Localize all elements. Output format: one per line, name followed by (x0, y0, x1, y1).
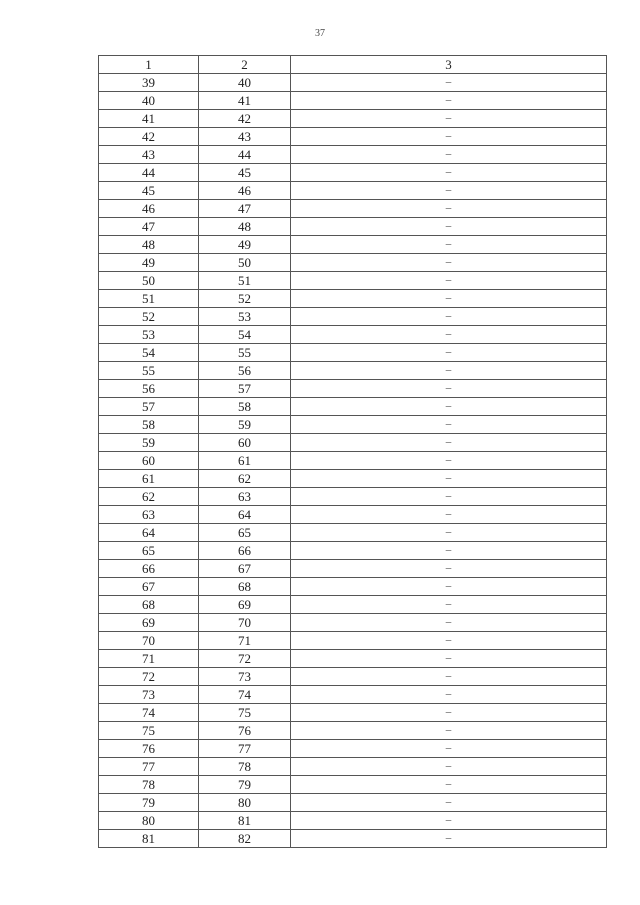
table-cell-col-2: 82 (199, 830, 291, 848)
table-cell-col-3: – (291, 830, 607, 848)
table-row (99, 542, 607, 560)
table-row (99, 218, 607, 236)
table-cell-col-3: – (291, 182, 607, 200)
table-cell-col-1: 73 (99, 686, 199, 704)
table-cell-col-2: 50 (199, 254, 291, 272)
table-row (99, 200, 607, 218)
table-cell-col-1: 79 (99, 794, 199, 812)
table-cell-col-1: 62 (99, 488, 199, 506)
table-body (99, 74, 607, 848)
table-cell-col-1: 40 (99, 92, 199, 110)
table-cell-col-3: – (291, 380, 607, 398)
table-cell-col-1: 80 (99, 812, 199, 830)
table-cell-col-3: – (291, 794, 607, 812)
column-header-1: 1 (99, 56, 199, 74)
table-cell-col-1: 71 (99, 650, 199, 668)
table-cell-col-2: 80 (199, 794, 291, 812)
table-row (99, 146, 607, 164)
table-row (99, 362, 607, 380)
table-cell-col-1: 50 (99, 272, 199, 290)
table-cell-col-1: 68 (99, 596, 199, 614)
table-cell-col-2: 66 (199, 542, 291, 560)
table-row (99, 74, 607, 92)
table-row (99, 380, 607, 398)
table-row (99, 632, 607, 650)
table-cell-col-3: – (291, 308, 607, 326)
table-cell-col-2: 43 (199, 128, 291, 146)
table-cell-col-2: 48 (199, 218, 291, 236)
table-row (99, 668, 607, 686)
table-cell-col-1: 66 (99, 560, 199, 578)
table-cell-col-1: 64 (99, 524, 199, 542)
table-cell-col-1: 39 (99, 74, 199, 92)
table-cell-col-2: 61 (199, 452, 291, 470)
table-cell-col-1: 45 (99, 182, 199, 200)
table-cell-col-3: – (291, 362, 607, 380)
table-cell-col-3: – (291, 74, 607, 92)
table-cell-col-2: 67 (199, 560, 291, 578)
table-cell-col-2: 79 (199, 776, 291, 794)
table-row (99, 740, 607, 758)
table-cell-col-2: 52 (199, 290, 291, 308)
table-cell-col-1: 48 (99, 236, 199, 254)
table-row (99, 236, 607, 254)
table-cell-col-3: – (291, 524, 607, 542)
table-cell-col-2: 68 (199, 578, 291, 596)
table-cell-col-1: 59 (99, 434, 199, 452)
table-row (99, 344, 607, 362)
table-cell-col-1: 52 (99, 308, 199, 326)
table-row (99, 704, 607, 722)
table-cell-col-3: – (291, 434, 607, 452)
table-cell-col-3: – (291, 632, 607, 650)
table-cell-col-2: 54 (199, 326, 291, 344)
table-cell-col-2: 81 (199, 812, 291, 830)
table-cell-col-1: 65 (99, 542, 199, 560)
table-row (99, 506, 607, 524)
table-cell-col-2: 59 (199, 416, 291, 434)
table-cell-col-3: – (291, 416, 607, 434)
column-header-3: 3 (291, 56, 607, 74)
table-cell-col-2: 74 (199, 686, 291, 704)
table-cell-col-2: 64 (199, 506, 291, 524)
table-cell-col-3: – (291, 326, 607, 344)
table-cell-col-1: 81 (99, 830, 199, 848)
table-cell-col-2: 72 (199, 650, 291, 668)
table-cell-col-3: – (291, 164, 607, 182)
table-row (99, 578, 607, 596)
table-row (99, 272, 607, 290)
table-row (99, 614, 607, 632)
table-cell-col-1: 49 (99, 254, 199, 272)
table-row (99, 434, 607, 452)
data-table (98, 55, 607, 848)
table-cell-col-1: 41 (99, 110, 199, 128)
table-cell-col-3: – (291, 686, 607, 704)
table-cell-col-2: 65 (199, 524, 291, 542)
table-row (99, 650, 607, 668)
table-cell-col-3: – (291, 704, 607, 722)
table-cell-col-1: 77 (99, 758, 199, 776)
table-cell-col-3: – (291, 488, 607, 506)
table-cell-col-3: – (291, 560, 607, 578)
table-row (99, 794, 607, 812)
table-row (99, 722, 607, 740)
table-cell-col-2: 75 (199, 704, 291, 722)
table-cell-col-1: 61 (99, 470, 199, 488)
table-row (99, 560, 607, 578)
table-row (99, 524, 607, 542)
table-cell-col-2: 58 (199, 398, 291, 416)
table-cell-col-2: 69 (199, 596, 291, 614)
table-cell-col-3: – (291, 110, 607, 128)
table-cell-col-2: 73 (199, 668, 291, 686)
table-cell-col-2: 47 (199, 200, 291, 218)
table-row (99, 596, 607, 614)
table-row (99, 308, 607, 326)
table-cell-col-1: 43 (99, 146, 199, 164)
table-cell-col-3: – (291, 668, 607, 686)
table-row (99, 290, 607, 308)
table-cell-col-1: 76 (99, 740, 199, 758)
table-cell-col-3: – (291, 506, 607, 524)
table-cell-col-3: – (291, 200, 607, 218)
table-cell-col-1: 55 (99, 362, 199, 380)
table-cell-col-2: 70 (199, 614, 291, 632)
table-cell-col-3: – (291, 128, 607, 146)
table-cell-col-3: – (291, 740, 607, 758)
table-cell-col-2: 57 (199, 380, 291, 398)
table-cell-col-3: – (291, 92, 607, 110)
table-cell-col-2: 51 (199, 272, 291, 290)
table-row (99, 182, 607, 200)
page-number: 37 (315, 28, 325, 39)
table-cell-col-3: – (291, 614, 607, 632)
table-cell-col-2: 40 (199, 74, 291, 92)
table-cell-col-3: – (291, 596, 607, 614)
table-cell-col-1: 46 (99, 200, 199, 218)
table-cell-col-3: – (291, 470, 607, 488)
table-cell-col-1: 75 (99, 722, 199, 740)
table-cell-col-1: 74 (99, 704, 199, 722)
table-cell-col-2: 44 (199, 146, 291, 164)
column-header-2: 2 (199, 56, 291, 74)
table-cell-col-1: 57 (99, 398, 199, 416)
table-row (99, 452, 607, 470)
table-cell-col-3: – (291, 542, 607, 560)
table-cell-col-1: 70 (99, 632, 199, 650)
table-cell-col-1: 54 (99, 344, 199, 362)
table-row (99, 254, 607, 272)
table-row (99, 470, 607, 488)
table-cell-col-1: 53 (99, 326, 199, 344)
table-cell-col-2: 78 (199, 758, 291, 776)
table-row (99, 92, 607, 110)
table-cell-col-1: 69 (99, 614, 199, 632)
table-cell-col-2: 77 (199, 740, 291, 758)
table-row (99, 128, 607, 146)
table-cell-col-3: – (291, 272, 607, 290)
table-cell-col-3: – (291, 344, 607, 362)
table-cell-col-2: 62 (199, 470, 291, 488)
table-cell-col-1: 63 (99, 506, 199, 524)
table-cell-col-3: – (291, 578, 607, 596)
table-cell-col-1: 67 (99, 578, 199, 596)
table-header-row (99, 56, 607, 74)
table-row (99, 776, 607, 794)
table-cell-col-1: 60 (99, 452, 199, 470)
table-row (99, 326, 607, 344)
table-cell-col-2: 42 (199, 110, 291, 128)
table-row (99, 110, 607, 128)
table-cell-col-1: 44 (99, 164, 199, 182)
table-cell-col-3: – (291, 776, 607, 794)
table-cell-col-3: – (291, 236, 607, 254)
table-cell-col-2: 76 (199, 722, 291, 740)
table-cell-col-1: 78 (99, 776, 199, 794)
table-cell-col-2: 63 (199, 488, 291, 506)
table-cell-col-3: – (291, 398, 607, 416)
table-cell-col-3: – (291, 290, 607, 308)
table-cell-col-2: 71 (199, 632, 291, 650)
table-cell-col-3: – (291, 146, 607, 164)
table-cell-col-2: 41 (199, 92, 291, 110)
table-row (99, 416, 607, 434)
table-cell-col-3: – (291, 452, 607, 470)
table-cell-col-2: 46 (199, 182, 291, 200)
table-cell-col-3: – (291, 722, 607, 740)
table-row (99, 398, 607, 416)
table-row (99, 758, 607, 776)
table-cell-col-3: – (291, 758, 607, 776)
table-cell-col-1: 56 (99, 380, 199, 398)
table-cell-col-2: 60 (199, 434, 291, 452)
table-cell-col-1: 72 (99, 668, 199, 686)
table-cell-col-2: 49 (199, 236, 291, 254)
table-cell-col-1: 58 (99, 416, 199, 434)
table-cell-col-2: 56 (199, 362, 291, 380)
table-cell-col-3: – (291, 218, 607, 236)
table-cell-col-1: 47 (99, 218, 199, 236)
table-row (99, 686, 607, 704)
table-row (99, 812, 607, 830)
table-cell-col-3: – (291, 812, 607, 830)
table-cell-col-2: 53 (199, 308, 291, 326)
table-cell-col-1: 42 (99, 128, 199, 146)
table-row (99, 488, 607, 506)
table-cell-col-3: – (291, 650, 607, 668)
table-row (99, 164, 607, 182)
table-row (99, 830, 607, 848)
table-cell-col-1: 51 (99, 290, 199, 308)
table-cell-col-3: – (291, 254, 607, 272)
table-cell-col-2: 45 (199, 164, 291, 182)
table-cell-col-2: 55 (199, 344, 291, 362)
